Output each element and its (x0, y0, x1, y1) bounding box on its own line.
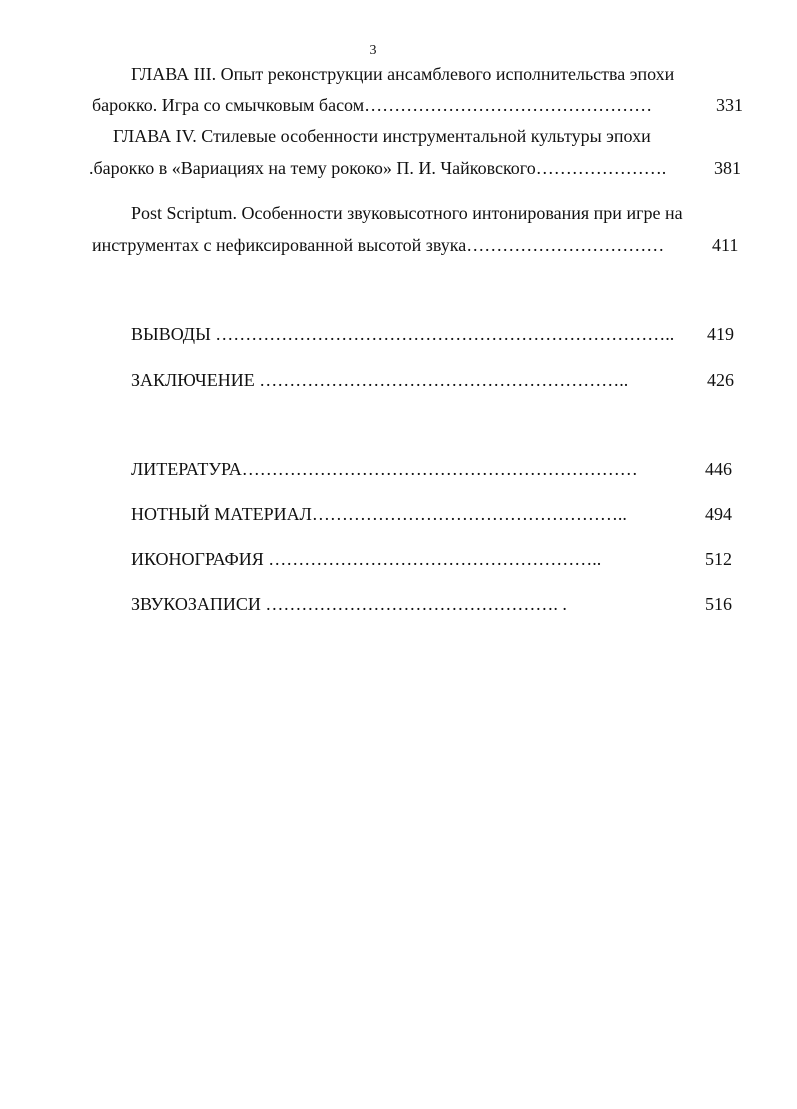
toc-entry-post-scriptum-line-1: Post Scriptum. Особенности звуковысотного интонирования при игре на (131, 203, 683, 223)
page-number: 3 (369, 43, 377, 58)
toc-page-chapter-4: 381 (714, 158, 741, 178)
toc-entry-sheet-music: НОТНЫЙ МАТЕРИАЛ…………………………………………….. (131, 504, 627, 524)
toc-entry-summary: ЗАКЛЮЧЕНИЕ …………………………………………………….. (131, 370, 629, 390)
toc-page-summary: 426 (707, 370, 734, 390)
toc-page-chapter-3: 331 (716, 95, 743, 115)
toc-entry-literature: ЛИТЕРАТУРА………………………………………………………… (131, 459, 638, 479)
toc-page-post-scriptum: 411 (712, 235, 739, 255)
toc-entry-chapter-4-line-1: ГЛАВА IV. Стилевые особенности инструментальной культуры эпохи (113, 126, 651, 146)
toc-entry-chapter-4-line-2: .барокко в «Вариациях на тему рококо» П. И. Чайковского…………………. (89, 158, 667, 178)
toc-page-literature: 446 (705, 459, 732, 479)
toc-page-iconography: 512 (705, 549, 732, 569)
toc-entry-chapter-3-line-2: барокко. Игра со смычковым басом………………………………………… (92, 95, 653, 115)
toc-entry-iconography: ИКОНОГРАФИЯ ……………………………………………….. (131, 549, 602, 569)
toc-entry-chapter-3-line-1: ГЛАВА III. Опыт реконструкции ансамблевого исполнительства эпохи (131, 64, 675, 84)
toc-entry-conclusions: ВЫВОДЫ ………………………………………………………………….. (131, 324, 675, 344)
toc-page-recordings: 516 (705, 594, 732, 614)
toc-page-sheet-music: 494 (705, 504, 732, 524)
toc-entry-post-scriptum-line-2: инструментах с нефиксированной высотой звука…………………………… (92, 235, 665, 255)
toc-page-conclusions: 419 (707, 324, 734, 344)
toc-entry-recordings: ЗВУКОЗАПИСИ …………………………………………. . (131, 594, 567, 614)
